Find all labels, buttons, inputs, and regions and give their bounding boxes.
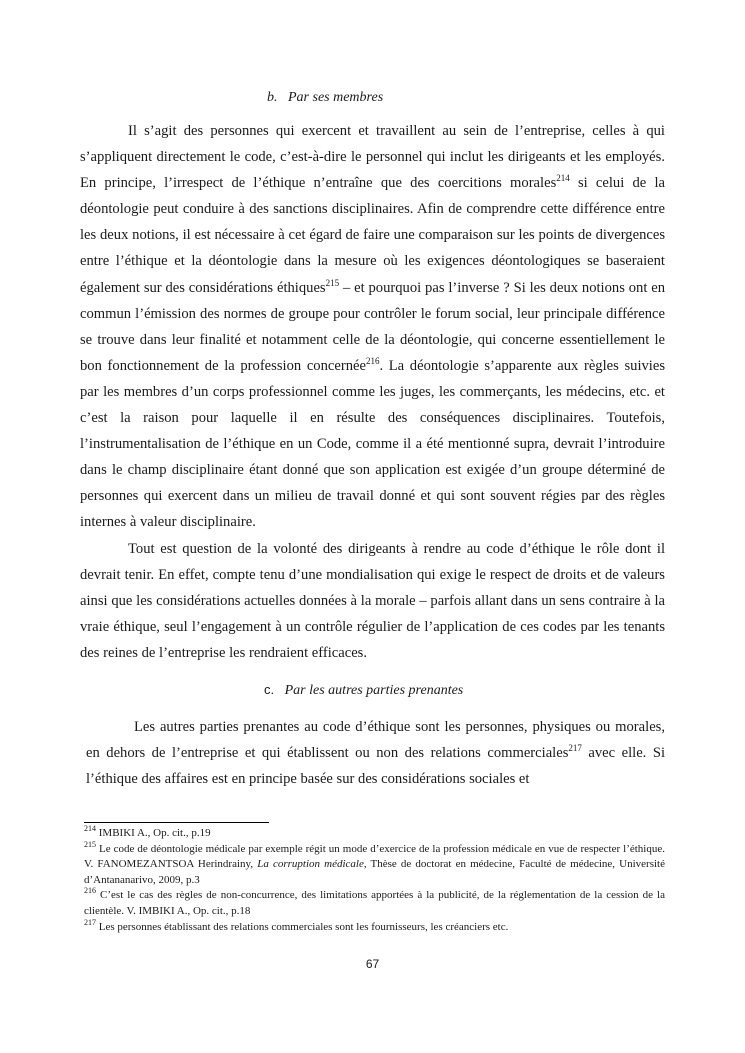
page-number: 67: [365, 957, 380, 971]
section-c-title: Par les autres parties prenantes: [284, 683, 464, 698]
text-run: si celui de la déontologie peut conduire à des sanctions disciplinaires. Afin de comprendre cette différence entre les deux notions, il est nécessaire à cet égard de faire une comparaison sur les points de divergences entre l’éthique et la déontologie dans la mesure où les exigences déontologiques se baseraient également sur des considérations éthiques: [80, 175, 665, 296]
footnotes: [84, 826, 665, 935]
section-c-letter: c.: [264, 682, 275, 697]
text-run: IMBIKI A., Op. cit., p.19: [96, 827, 211, 839]
text-run: avec elle. Si l’éthique des affaires est en principe basée sur des considérations sociales et: [86, 745, 665, 788]
italic-text: La corruption médicale: [257, 858, 364, 871]
section-b-body: [80, 118, 665, 666]
text-run: – et pourquoi pas l’inverse ? Si les deux notions ont en commun l’émission des normes de groupe pour contrôler le forum social, leur principale différence se trouve dans leur finalité et notamment celle de la déontologie, qui concerne essentiellement le bon fonctionnement de la profession concernée: [80, 279, 666, 374]
text-run: Tout est question de la volonté des dirigeants à rendre au code d’éthique le rôle dont il devrait tenir. En effet, compte tenu d’une mondialisation qui exige le respect de droits et de valeurs ainsi que les considérations actuelles données à la morale – parfois allant dans un sens contraire à la vraie éthique, seul l’engagement à un contrôle régulier de l’application de ces codes par les tenants des reines de l’entreprise les rendraient efficaces.: [80, 540, 665, 661]
footnote: [84, 839, 665, 889]
text-run: C’est le cas des règles de non-concurrence, des limitations apportées à la publicité, de la réglementation de la cession de la clientèle. V. IMBIKI A., Op. cit., p.18: [84, 889, 665, 917]
section-c-body: [86, 714, 665, 792]
footnote-reference: 214: [84, 824, 96, 833]
footnote-reference: 217: [84, 917, 96, 927]
text-run: . La déontologie s’apparente aux règles suivies par les membres d’un corps professionnel comme les juges, les commerçants, les médecins, etc. et c’est la raison pour laquelle il en résulte des conséquences disciplinaires. Toutefois, l’instrumentalisation de l’éthique en un Code, comme il a été mentionné supra, devrait l’introduire dans le champ disciplinaire étant donné que son application est exigée d’un groupe déterminé de personnes qui exercent dans un milieu de travail donné et qui sont souvent régies par des règles internes à valeur disciplinaire.: [80, 357, 666, 531]
text-run: , Thèse de doctorat en médecine, Faculté de médecine, Université d’Antananarivo, 2009, p.3: [84, 858, 665, 886]
document-page: [80, 0, 665, 1053]
footnote-reference: 216: [365, 355, 380, 366]
footnote: [84, 888, 665, 919]
text-run: Les personnes établissant des relations commerciales sont les fournisseurs, les créanciers etc.: [96, 920, 509, 933]
footnote-reference: 216: [84, 886, 96, 896]
paragraph: [80, 536, 665, 666]
section-b-heading: [267, 90, 383, 106]
footnote: [84, 826, 665, 842]
footnote-reference: 215: [325, 277, 340, 288]
section-c-heading: [264, 682, 463, 699]
footnote-reference: 217: [568, 743, 582, 754]
text-run: Les autres parties prenantes au code d’éthique sont les personnes, physiques ou morales, en dehors de l’entreprise et qui établissent ou non des relations commerciales: [86, 719, 665, 762]
text-run: Le code de déontologie médicale par exemple régit un mode d’exercice de la profession médicale en vue de respecter l’éthique. V. FANOMEZANTSOA Herindrainy,: [84, 842, 665, 871]
paragraph: [80, 118, 665, 536]
section-b-title: Par ses membres: [288, 90, 384, 105]
footnote-reference: 214: [556, 173, 570, 184]
footnote-separator: [84, 822, 269, 823]
footnote: [84, 917, 665, 936]
section-b-letter: b.: [267, 90, 278, 105]
text-run: Il s’agit des personnes qui exercent et travaillent au sein de l’entreprise, celles à qui s’appliquent directement le code, c’est-à-dire le personnel qui inclut les dirigeants et les employés. En principe, l’irrespect de l’éthique n’entraîne que des coercitions morales: [80, 123, 665, 192]
paragraph: [86, 714, 665, 792]
footnote-reference: 215: [84, 839, 96, 849]
